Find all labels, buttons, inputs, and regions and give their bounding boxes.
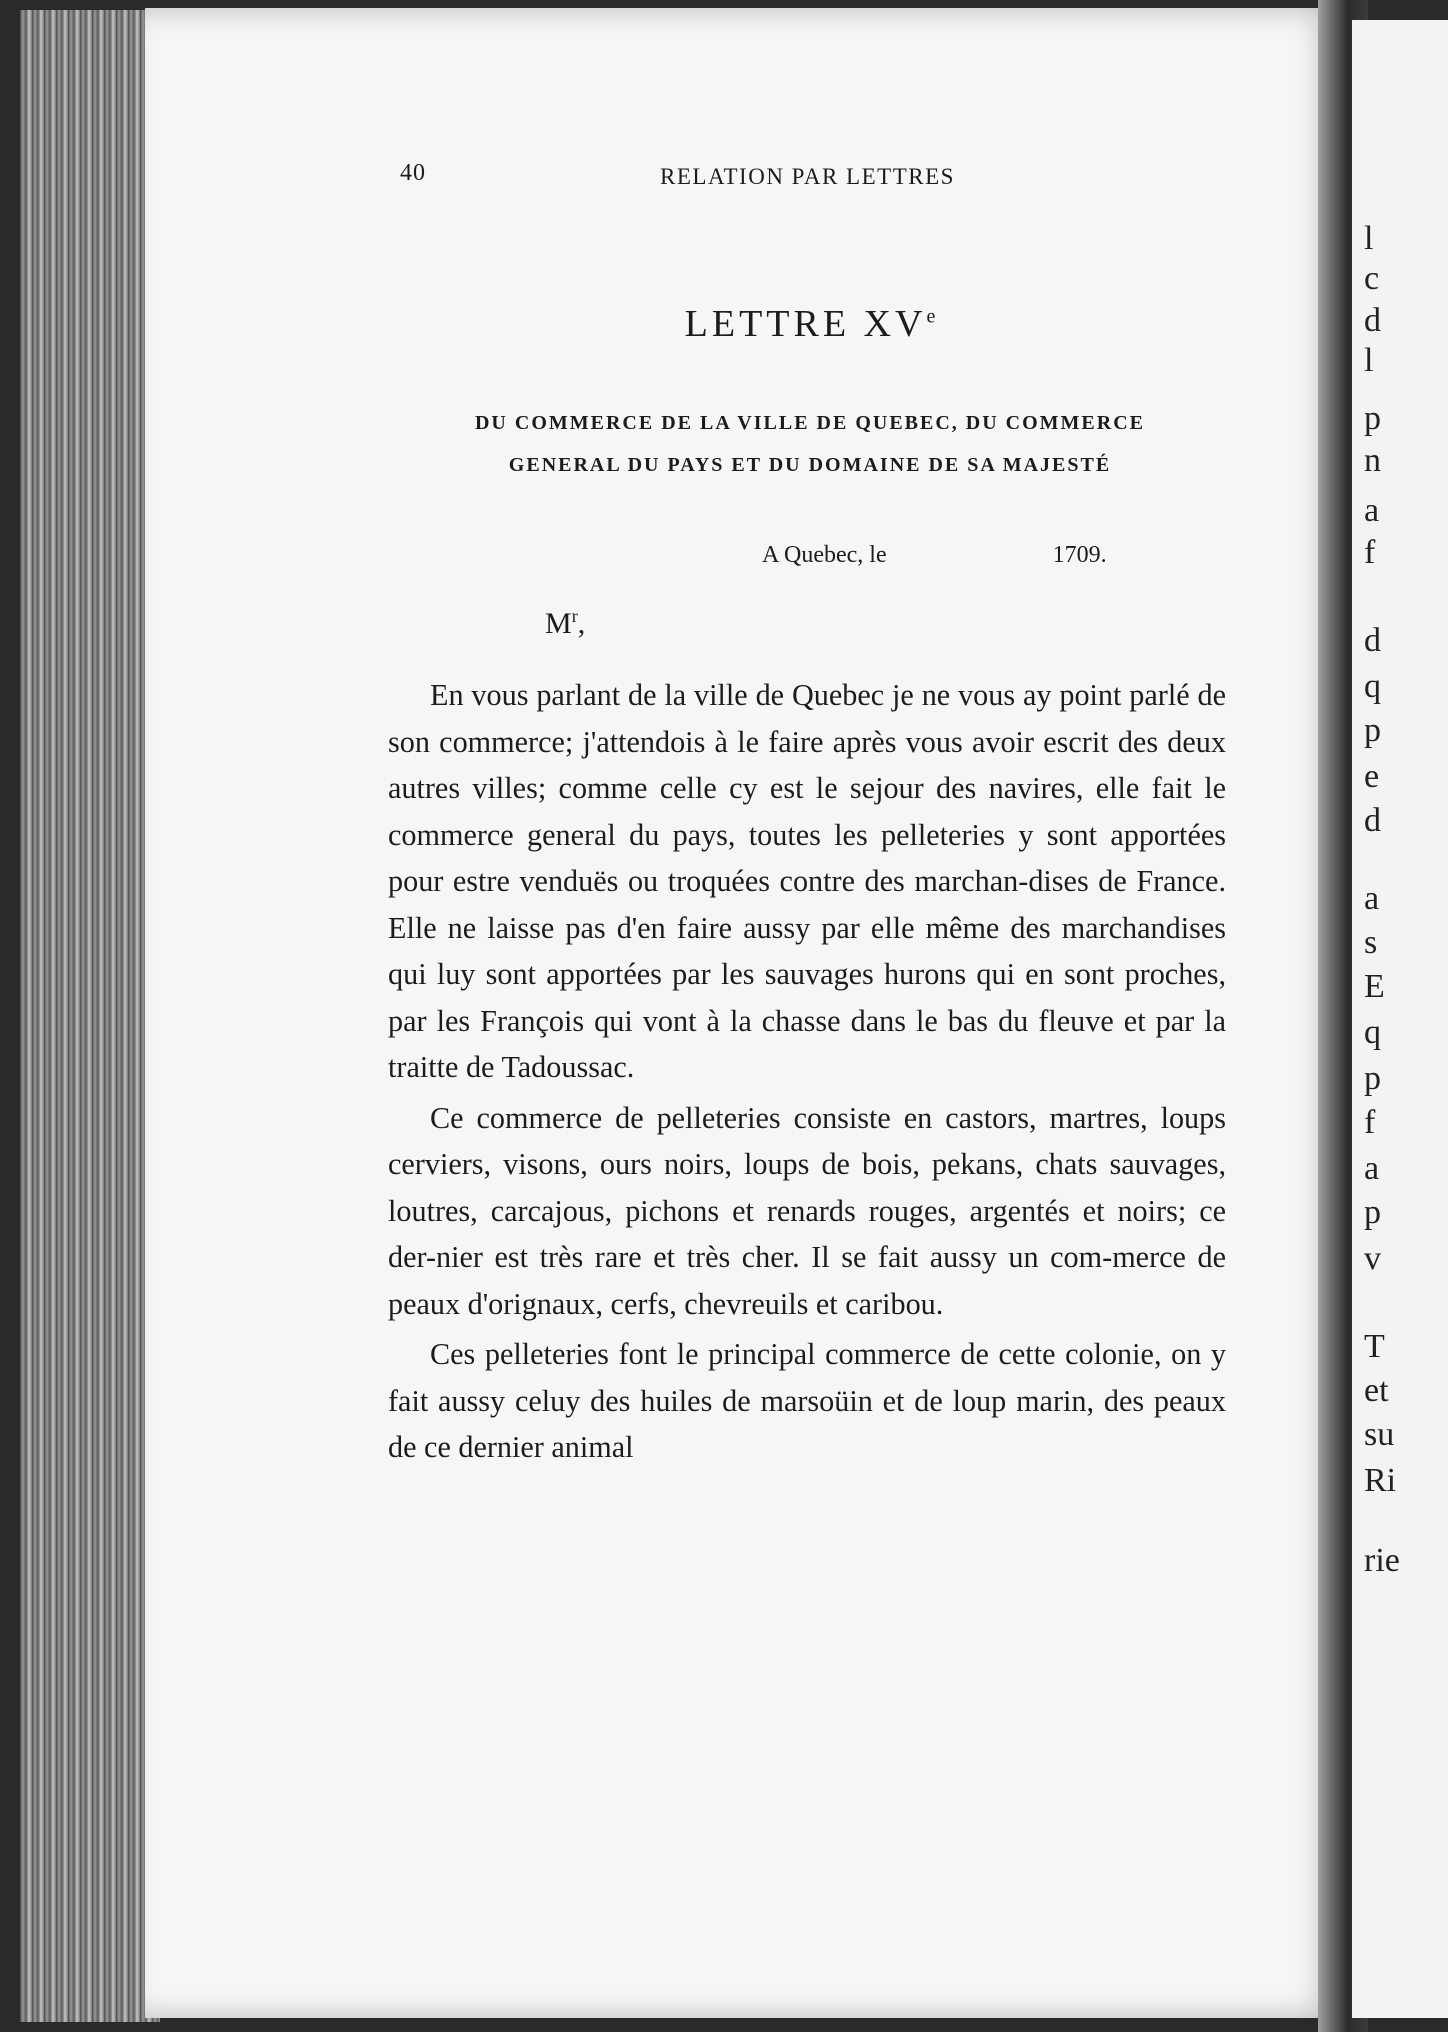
salutation (545, 606, 585, 641)
subtitle-line-1: DU COMMERCE DE LA VILLE DE QUEBEC, DU COMMERCE (474, 412, 1145, 434)
next-page-fragment: p (1364, 712, 1381, 749)
next-page-fragment: n (1364, 442, 1381, 479)
next-page-fragment: E (1364, 968, 1385, 1005)
next-page-edge (1352, 20, 1448, 2018)
letter-title-sup: e (926, 305, 936, 328)
next-page-fragment: q (1364, 668, 1381, 705)
next-page-fragment: a (1364, 880, 1380, 917)
next-page-fragment: v (1364, 1240, 1381, 1277)
next-page-fragment: rie (1364, 1542, 1400, 1579)
dateline-year: 1709. (1052, 542, 1107, 568)
next-page-fragment: su (1364, 1416, 1395, 1453)
next-page-fragment: T (1364, 1328, 1385, 1365)
next-page-fragment: f (1364, 534, 1376, 571)
letter-title (400, 302, 1220, 346)
next-page-fragment: p (1364, 1060, 1381, 1097)
next-page-fragment: f (1364, 1104, 1376, 1141)
next-page-fragment: Ri (1364, 1462, 1397, 1499)
paragraph: En vous parlant de la ville de Quebec je ne vous ay point parlé de son commerce; j'attendois à le faire après vous avoir escrit des deux autres villes; comme celle cy est le sejour des navires, elle fait le commerce general du pays, toutes les pelleteries y sont apportées pour estre venduës ou troquées contre des marchan-dises de France. Elle ne laisse pas d'en faire aussy par elle même des marchandises qui luy sont apportées par les sauvages hurons qui en sont proches, par les François qui vont à la chasse dans le bas du fleuve et par la traitte de Tadoussac. (388, 678, 1226, 1084)
salutation-text: M (545, 607, 572, 640)
next-page-fragment: p (1364, 400, 1381, 437)
next-page-fragment: d (1364, 802, 1381, 839)
dateline (762, 542, 1107, 569)
next-page-fragment: l (1364, 342, 1374, 379)
page-number: 40 (400, 160, 426, 186)
next-page-fragment: e (1364, 758, 1380, 795)
salutation-sup: r (571, 606, 578, 626)
salutation-end: , (577, 607, 586, 640)
running-title: RELATION PAR LETTRES (660, 164, 955, 189)
next-page-fragment: p (1364, 1194, 1381, 1231)
next-page-fragment: l (1364, 220, 1374, 257)
page-edges (20, 10, 160, 2022)
next-page-fragment: d (1364, 302, 1381, 339)
next-page-fragment: a (1364, 1150, 1380, 1187)
letter-subtitle (400, 402, 1220, 486)
next-page-fragment: et (1364, 1372, 1389, 1409)
next-page-fragment: d (1364, 622, 1381, 659)
paragraph: Ce commerce de pelleteries consiste en castors, martres, loups cerviers, visons, ours noirs, loups de bois, pekans, chats sauvages, loutres, carcajous, pichons et renards rouges, argentés et noirs; ce der-nier est très rare et très cher. Il se fait aussy un com-merce de peaux d'orignaux, cerfs, chevreuils et caribou. (388, 1100, 1226, 1321)
dateline-place: A Quebec, le (762, 542, 887, 568)
next-page-fragment: q (1364, 1014, 1381, 1051)
subtitle-line-2: GENERAL DU PAYS ET DU DOMAINE DE SA MAJESTÉ (508, 454, 1112, 476)
next-page-fragment: s (1364, 924, 1378, 961)
letter-body (388, 672, 1226, 1475)
letter-title-text: LETTRE XV (684, 303, 927, 345)
next-page-fragment: a (1364, 492, 1380, 529)
paragraph: Ces pelleteries font le principal commerce de cette colonie, on y fait aussy celuy des huiles de marsoüin et de loup marin, des peaux de ce dernier animal (388, 1337, 1226, 1464)
next-page-fragment: c (1364, 260, 1380, 297)
